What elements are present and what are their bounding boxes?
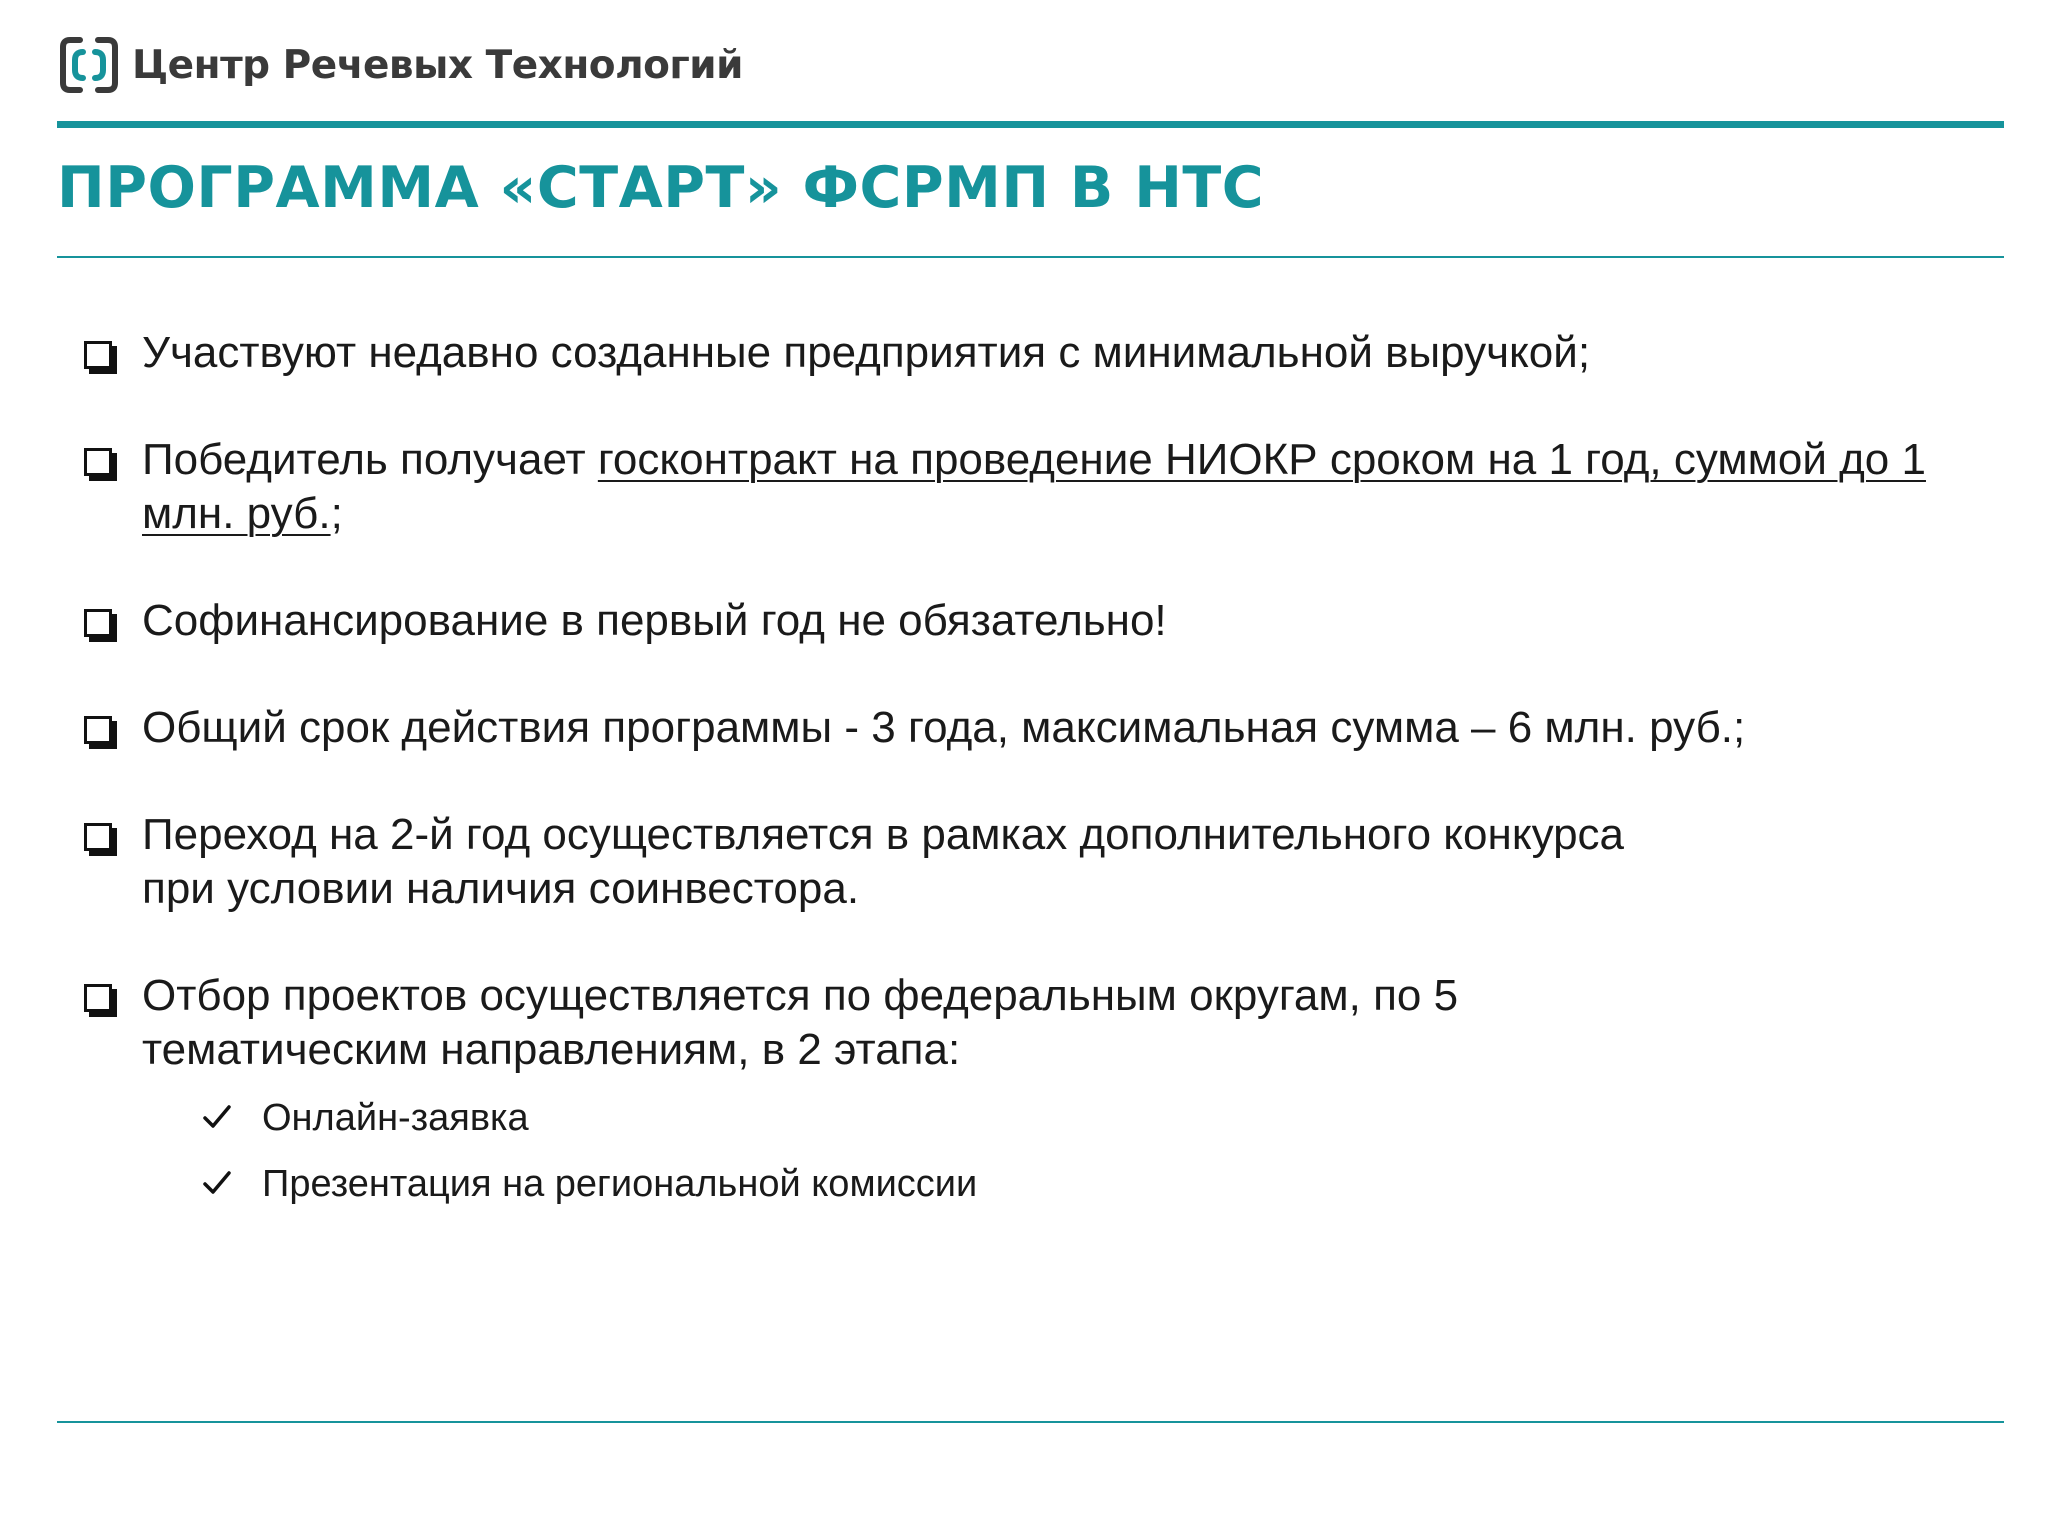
bullet-item	[80, 594, 1980, 648]
bullet-text: Переход на 2-й год осуществляется в рамках дополнительного конкурса при условии наличия соинвестора.	[142, 810, 1625, 913]
bullet-text: Общий срок действия программы - 3 года, максимальная сумма – 6 млн. руб.;	[142, 703, 1746, 752]
bullet-item	[80, 808, 1980, 916]
bullet-text-suffix: ;	[330, 489, 343, 538]
sub-item	[202, 1085, 1730, 1151]
bracket-logo-icon	[58, 34, 120, 96]
square-bullet-icon	[84, 448, 112, 476]
sub-item-text: Онлайн-заявка	[262, 1097, 529, 1139]
bullet-item	[80, 433, 1980, 541]
square-bullet-icon	[84, 984, 112, 1012]
page-title: ПРОГРАММА «СТАРТ» ФСРМП В НТС	[57, 155, 1265, 221]
company-logo	[58, 34, 743, 96]
bullet-item	[80, 701, 1980, 755]
bullet-text-prefix: Победитель получает	[142, 435, 598, 484]
square-bullet-icon	[84, 823, 112, 851]
bullet-item	[80, 326, 1980, 380]
bullet-item	[80, 969, 1980, 1217]
sub-item	[202, 1151, 1730, 1217]
sub-item-text: Презентация на региональной комиссии	[262, 1163, 978, 1205]
header-divider	[57, 121, 2004, 128]
bullet-text: Отбор проектов осуществляется по федеральным округам, по 5 тематическим направлениям, в 2 этапа:	[142, 971, 1459, 1074]
bullet-list	[80, 326, 1980, 1270]
checkmark-icon	[202, 1170, 232, 1196]
bullet-text-underlined: госконтракт на проведение НИОКР сроком на 1 год, суммой до 1 млн. руб.	[142, 435, 1926, 538]
checkmark-icon	[202, 1104, 232, 1130]
bullet-text: Софинансирование в первый год не обязательно!	[142, 596, 1167, 645]
square-bullet-icon	[84, 341, 112, 369]
title-divider	[57, 256, 2004, 258]
logo-text: Центр Речевых Технологий	[132, 42, 743, 88]
bullet-text: Участвуют недавно созданные предприятия с минимальной выручкой;	[142, 328, 1591, 377]
square-bullet-icon	[84, 609, 112, 637]
sub-list	[202, 1085, 1730, 1217]
square-bullet-icon	[84, 716, 112, 744]
footer-divider	[57, 1421, 2004, 1423]
